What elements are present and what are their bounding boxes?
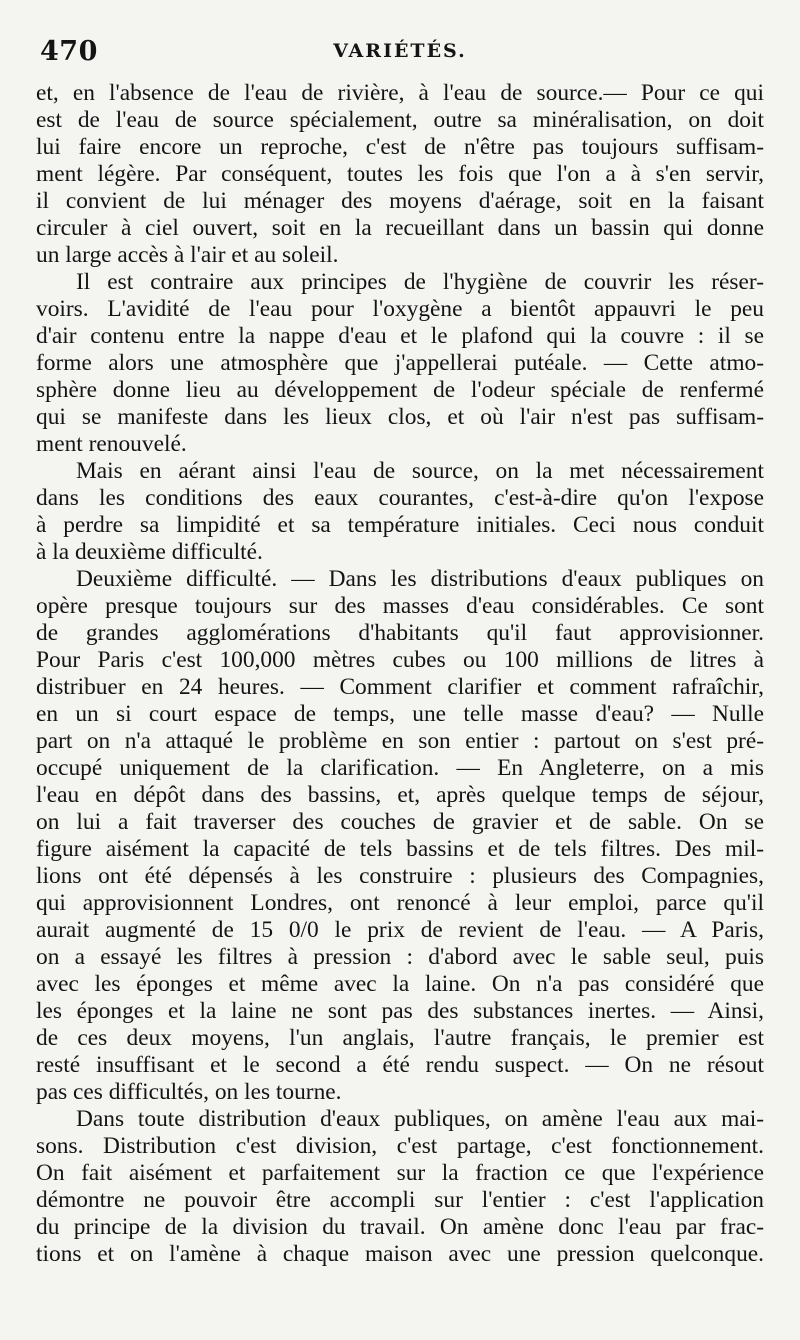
text-line: resté insuffisant et le second a été rendu suspect. — On ne résout (36, 1052, 764, 1078)
text-line: qui se manifeste dans les lieux clos, et où l'air n'est pas suffisam- (36, 404, 764, 430)
text-line: Il est contraire aux principes de l'hygiène de couvrir les réser- (76, 269, 764, 295)
text-line: pas ces difficultés, on les tourne. (36, 1079, 342, 1105)
text-line: Dans toute distribution d'eaux publiques, on amène l'eau aux mai- (76, 1106, 764, 1132)
text-line: voirs. L'avidité de l'eau pour l'oxygène a bientôt appauvri le peu (36, 296, 764, 322)
text-line: on lui a fait traverser des couches de gravier et de sable. On se (36, 809, 764, 835)
text-line: occupé uniquement de la clarification. — En Angleterre, on a mis (36, 755, 764, 781)
text-line: aurait augmenté de 15 0/0 le prix de revient de l'eau. — A Paris, (36, 917, 764, 943)
text-line: qui approvisionnent Londres, ont renoncé à leur emploi, parce qu'il (36, 890, 764, 916)
text-line: part on n'a attaqué le problème en son entier : partout on s'est pré- (36, 728, 764, 754)
text-line: il convient de lui ménager des moyens d'aérage, soit en la faisant (36, 188, 764, 214)
text-line: l'eau en dépôt dans des bassins, et, après quelque temps de séjour, (36, 782, 764, 808)
text-line: Pour Paris c'est 100,000 mètres cubes ou 100 millions de litres à (36, 647, 764, 673)
text-line: forme alors une atmosphère que j'appellerai putéale. — Cette atmo- (36, 350, 764, 376)
text-line: démontre ne pouvoir être accompli sur l'entier : c'est l'application (36, 1187, 764, 1213)
text-line: de grandes agglomérations d'habitants qu'il faut approvisionner. (36, 620, 764, 646)
running-title: VARIÉTÉS. (333, 40, 467, 62)
text-line: opère presque toujours sur des masses d'eau considérables. Ce sont (36, 593, 764, 619)
text-line: en un si court espace de temps, une telle masse d'eau? — Nulle (36, 701, 764, 727)
text-line: lui faire encore un reproche, c'est de n'être pas toujours suffisam- (36, 134, 764, 160)
text-line: circuler à ciel ouvert, soit en la recueillant dans un bassin qui donne (36, 215, 764, 241)
text-line: d'air contenu entre la nappe d'eau et le plafond qui la couvre : il se (36, 323, 764, 349)
text-line: tions et on l'amène à chaque maison avec une pression quelconque. (36, 1241, 764, 1267)
body-text (36, 80, 764, 1268)
paragraph (36, 566, 764, 1106)
text-line: un large accès à l'air et au soleil. (36, 242, 339, 268)
text-line: à perdre sa limpidité et sa température initiales. Ceci nous conduit (36, 512, 764, 538)
paragraph (36, 269, 764, 458)
text-line: figure aisément la capacité de tels bassins et de tels filtres. Des mil- (36, 836, 764, 862)
text-line: lions ont été dépensés à les construire : plusieurs des Compagnies, (36, 863, 764, 889)
text-line: Deuxième difficulté. — Dans les distributions d'eaux publiques on (76, 566, 764, 592)
text-line: distribuer en 24 heures. — Comment clarifier et comment rafraîchir, (36, 674, 764, 700)
text-line: On fait aisément et parfaitement sur la fraction ce que l'expérience (36, 1160, 764, 1186)
text-line: de ces deux moyens, l'un anglais, l'autre français, le premier est (36, 1025, 764, 1051)
text-line: ment légère. Par conséquent, toutes les fois que l'on a à s'en servir, (36, 161, 764, 187)
text-line: du principe de la division du travail. On amène donc l'eau par frac- (36, 1214, 764, 1240)
paragraph (36, 80, 764, 269)
text-line: dans les conditions des eaux courantes, c'est-à-dire qu'on l'expose (36, 485, 764, 511)
text-line: Mais en aérant ainsi l'eau de source, on la met nécessairement (76, 458, 764, 484)
paragraph (36, 1106, 764, 1268)
text-line: on a essayé les filtres à pression : d'abord avec le sable seul, puis (36, 944, 764, 970)
paragraph (36, 458, 764, 566)
page-header (36, 30, 764, 80)
text-line: sons. Distribution c'est division, c'est partage, c'est fonctionnement. (36, 1133, 764, 1159)
text-line: et, en l'absence de l'eau de rivière, à l'eau de source.— Pour ce qui (36, 80, 764, 106)
text-line: avec les éponges et même avec la laine. On n'a pas considéré que (36, 971, 764, 997)
text-line: les éponges et la laine ne sont pas des substances inertes. — Ainsi, (36, 998, 764, 1024)
text-line: est de l'eau de source spécialement, outre sa minéralisation, on doit (36, 107, 764, 133)
page-number: 470 (40, 36, 98, 67)
text-line: à la deuxième difficulté. (36, 539, 263, 565)
text-line: ment renouvelé. (36, 431, 187, 457)
text-line: sphère donne lieu au développement de l'odeur spéciale de renfermé (36, 377, 764, 403)
